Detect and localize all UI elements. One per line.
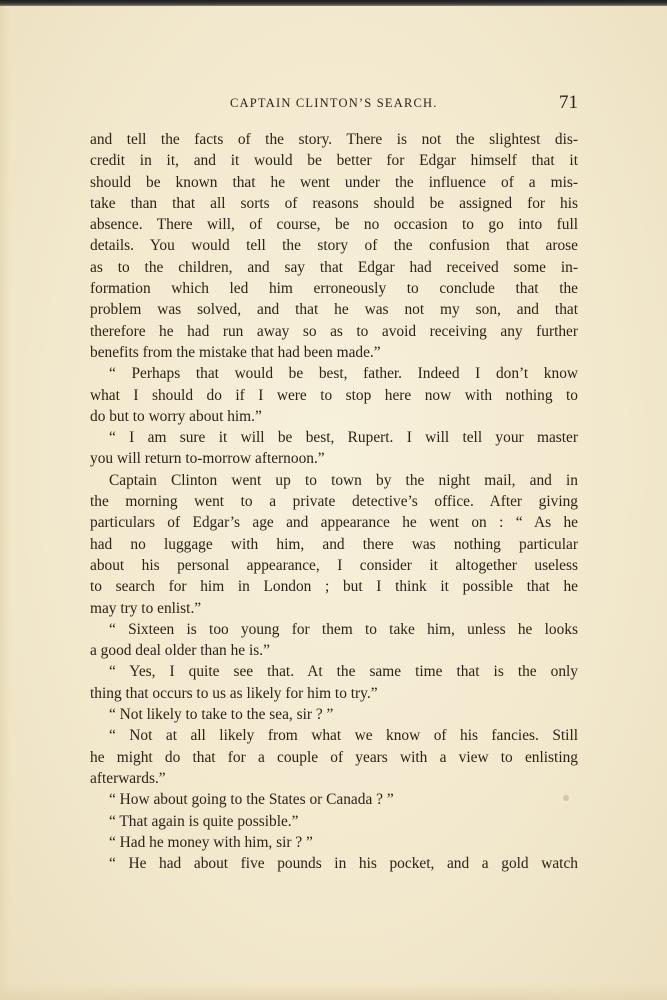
text-line: “ Perhaps that would be best, father. Indeed I don’t know [109, 365, 578, 383]
text-line: “ How about going to the States or Canada ? ” [109, 791, 394, 809]
text-line: the morning went to a private detective’s office. After giving [90, 493, 578, 511]
text-line: do but to worry about him.” [90, 407, 262, 425]
text-line: had no luggage with him, and there was nothing particular [90, 535, 578, 553]
text-line: about his personal appearance, I consider it altogether useless [90, 556, 578, 574]
text-line: Captain Clinton went up to town by the night mail, and in [109, 471, 578, 489]
text-line: “ Had he money with him, sir ? ” [109, 833, 313, 851]
text-line: benefits from the mistake that had been made.” [90, 343, 381, 361]
text-line: credit in it, and it would be better for Edgar himself that it [90, 152, 578, 170]
text-line: “ Not at all likely from what we know of his fancies. Still [109, 727, 578, 745]
text-line: “ Not likely to take to the sea, sir ? ” [109, 706, 334, 724]
page-top-edge [0, 0, 667, 6]
text-line: should be known that he went under the influence of a mis- [90, 173, 578, 191]
text-line: as to the children, and say that Edgar had received some in- [90, 258, 578, 276]
text-line: problem was solved, and that he was not my son, and that [90, 301, 578, 319]
text-line: “ He had about five pounds in his pocket, and a gold watch [109, 855, 578, 873]
text-line: details. You would tell the story of the confusion that arose [90, 237, 578, 255]
text-line: afterwards.” [90, 769, 166, 787]
text-line: thing that occurs to us as likely for him to try.” [90, 684, 378, 702]
text-line: “ That again is quite possible.” [109, 812, 299, 830]
text-line: and tell the facts of the story. There is not the slightest dis- [90, 131, 578, 148]
text-line: he might do that for a couple of years with a view to enlisting [90, 748, 578, 766]
text-line: “ I am sure it will be best, Rupert. I will tell your master [109, 429, 578, 447]
text-line: take than that all sorts of reasons should be assigned for his [90, 194, 578, 212]
text-line: formation which led him erroneously to conclude that the [90, 280, 578, 298]
running-title: CAPTAIN CLINTON’S SEARCH. [230, 96, 438, 110]
text-line: “ Yes, I quite see that. At the same time that is the only [109, 663, 578, 681]
text-line: a good deal older than he is.” [90, 642, 270, 660]
text-line: particulars of Edgar’s age and appearance he went on : “ As he [90, 514, 578, 532]
text-line: “ Sixteen is too young for them to take him, unless he looks [109, 620, 578, 638]
text-line: you will return to-morrow afternoon.” [90, 450, 325, 468]
page-bottom-shade [0, 984, 667, 1000]
body-text [90, 129, 578, 874]
running-header [90, 93, 578, 115]
text-line: therefore he had run away so as to avoid receiving any further [90, 322, 578, 340]
text-line: absence. There will, of course, be no occasion to go into full [90, 216, 578, 234]
text-line: what I should do if I were to stop here now with nothing to [90, 386, 578, 404]
text-line: may try to enlist.” [90, 599, 202, 617]
page-number: 71 [559, 92, 578, 113]
page-gutter-shade [0, 6, 10, 1000]
text-line: to search for him in London ; but I think it possible that he [90, 578, 578, 596]
